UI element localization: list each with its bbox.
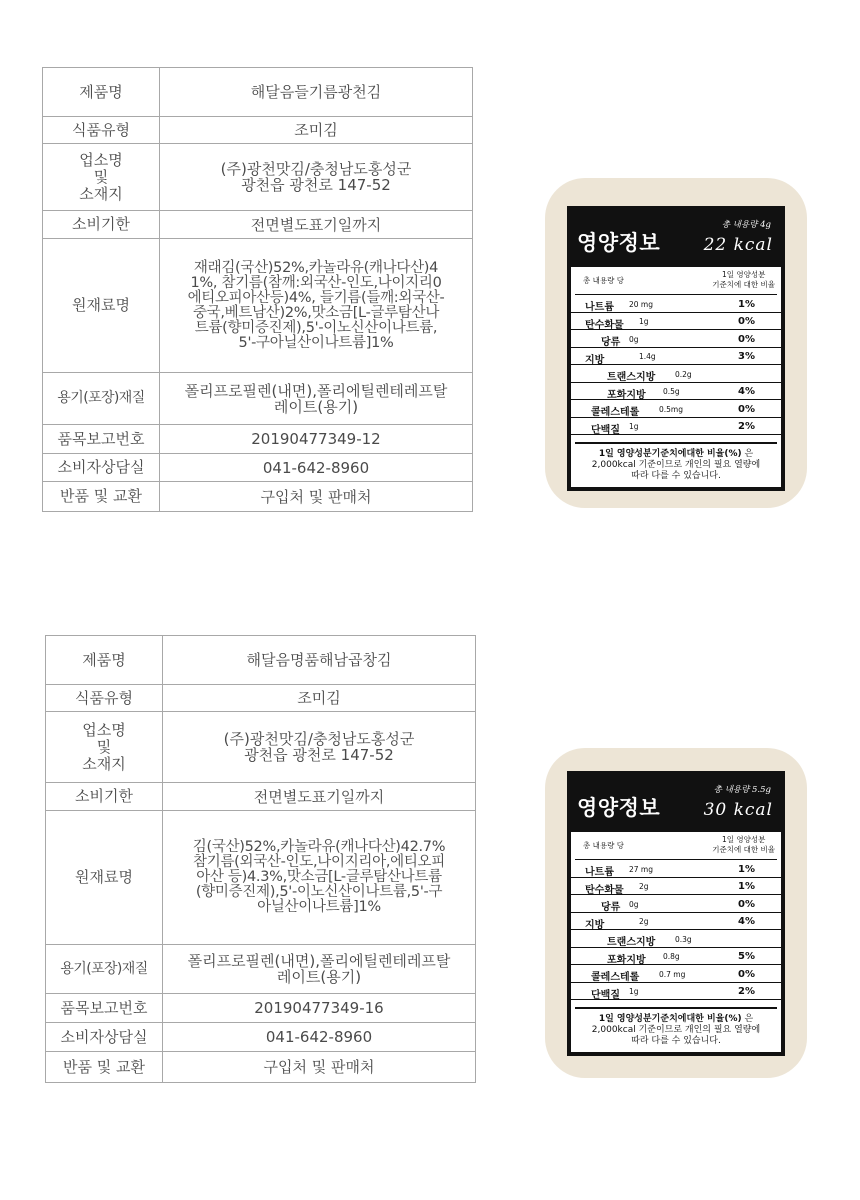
nutrition-footnote: 1일 영양성분기준치에대한 비율(%) 은 2,000kcal 기준이므로 개인의 필요 열량에 따라 다를 수 있습니다. — [575, 1007, 777, 1047]
table-row — [43, 117, 473, 144]
nutrition-row — [571, 878, 781, 896]
nutrition-row — [571, 348, 781, 366]
nutrition-frame-1 — [545, 178, 807, 508]
row-label: 용기(포장)재질 — [43, 373, 160, 425]
nutrition-row — [571, 860, 781, 878]
nutrient-name: 단백질 — [591, 424, 620, 436]
nutrient-percent: 0% — [738, 898, 755, 910]
nutrient-amount: 2g — [639, 917, 649, 926]
table-row — [46, 811, 476, 945]
total-weight: 총 내용량 4g — [721, 220, 771, 230]
table-row — [46, 783, 476, 811]
nutrient-name: 탄수화물 — [585, 319, 624, 331]
table-row — [43, 239, 473, 373]
ingredients: 재래김(국산)52%,카놀라유(캐나다산)4 1%, 참기름(참깨:외국산-인도,나이지리0 에티오피아산등)4%, 들기름(들깨:외국산- 중국,베트남산)2%,맛소금[L-글루탐산나 트륨(향미증진제),5'-이노신산이나트륨, 5'-구아닐산이나트륨]1% — [160, 239, 473, 373]
packaging-material: 폴리프로필렌(내면),폴리에틸렌테레프탈 레이트(용기) — [163, 945, 476, 994]
row-label: 반품 및 교환 — [43, 482, 160, 512]
nutrition-rows — [571, 860, 781, 1000]
table-row — [43, 454, 473, 482]
packaging-material: 폴리프로필렌(내면),폴리에틸렌테레프탈 레이트(용기) — [160, 373, 473, 425]
report-number: 20190477349-12 — [160, 425, 473, 454]
nutrition-row — [571, 895, 781, 913]
nutrient-amount: 20 mg — [629, 299, 653, 309]
nutrition-rows — [571, 295, 781, 435]
nutrient-percent: 2% — [738, 986, 755, 997]
ingredients: 김(국산)52%,카놀라유(캐나다산)42.7% 참기름(외국산-인도,나이지리아,에티오피 아산 등)4.3%,맛소금[L-글루탐산나트륨 (향미증진제),5'-이노신산이나트륨,5'-구 아닐산이나트륨]1% — [163, 811, 476, 945]
nutrition-row — [571, 330, 781, 348]
table-row — [43, 425, 473, 454]
row-label: 반품 및 교환 — [46, 1052, 163, 1083]
nutrient-name: 단백질 — [591, 989, 620, 1001]
nutrient-percent: 1% — [738, 863, 755, 875]
nutrition-header — [571, 775, 781, 832]
manufacturer-address: (주)광천맛김/충청남도홍성군 광천읍 광천로 147-52 — [163, 712, 476, 783]
row-label: 원재료명 — [43, 239, 160, 373]
nutrient-amount: 1.4g — [639, 352, 656, 361]
nutrition-row — [571, 913, 781, 931]
nutrient-amount: 0.7 mg — [659, 969, 686, 979]
nutrient-amount: 2g — [639, 882, 649, 891]
row-label: 용기(포장)재질 — [46, 945, 163, 994]
nutrient-name: 당류 — [601, 337, 621, 348]
nutrition-row — [571, 365, 781, 383]
nutrition-row — [571, 295, 781, 313]
nutrient-name: 트랜스지방 — [607, 937, 656, 948]
nutrition-row — [571, 383, 781, 401]
expiry-date: 전면별도표기일까지 — [163, 783, 476, 811]
base-left-label: 총 내용량 당 — [583, 841, 624, 850]
table-row — [46, 712, 476, 783]
nutrition-panel — [567, 206, 785, 491]
row-label: 식품유형 — [43, 117, 160, 144]
nutrient-amount: 0.2g — [675, 369, 692, 379]
return-exchange: 구입처 및 판매처 — [163, 1052, 476, 1083]
nutrition-row — [571, 400, 781, 418]
table-row — [46, 1023, 476, 1052]
nutrient-percent: 4% — [738, 386, 755, 397]
nutrient-name: 포화지방 — [607, 954, 646, 966]
nutrient-amount: 1g — [629, 422, 639, 431]
nutrient-name: 콜레스테롤 — [591, 407, 640, 418]
row-label: 제품명 — [46, 636, 163, 685]
expiry-date: 전면별도표기일까지 — [160, 211, 473, 239]
row-label: 업소명 및 소재지 — [46, 712, 163, 783]
return-exchange: 구입처 및 판매처 — [160, 482, 473, 512]
table-row — [46, 636, 476, 685]
nutrient-amount: 27 mg — [629, 864, 653, 874]
product-info-table-1 — [42, 67, 473, 512]
base-right-label: 1일 영양성분 기준치에 대한 비율 — [712, 835, 775, 854]
row-label: 품목보고번호 — [46, 994, 163, 1023]
table-row — [43, 144, 473, 211]
nutrient-name: 당류 — [601, 902, 621, 913]
row-label: 품목보고번호 — [43, 425, 160, 454]
nutrient-percent: 0% — [738, 403, 755, 415]
nutrient-name: 탄수화물 — [585, 884, 624, 896]
nutrition-row — [571, 983, 781, 1001]
nutrient-percent: 1% — [738, 881, 755, 892]
nutrient-percent: 0% — [738, 333, 755, 345]
nutrient-amount: 0.5g — [663, 387, 680, 396]
nutrition-base-row — [575, 267, 777, 295]
nutrient-amount: 0g — [629, 334, 639, 344]
food-type: 조미김 — [160, 117, 473, 144]
nutrient-percent: 3% — [738, 351, 755, 362]
nutrient-name: 포화지방 — [607, 389, 646, 401]
row-label: 제품명 — [43, 68, 160, 117]
nutrient-name: 나트륨 — [585, 867, 614, 878]
base-left-label: 총 내용량 당 — [583, 276, 624, 285]
table-row — [43, 68, 473, 117]
nutrient-amount: 0.3g — [675, 934, 692, 944]
total-weight: 총 내용량 5.5g — [713, 785, 771, 795]
consumer-phone: 041-642-8960 — [160, 454, 473, 482]
product-name: 해달음들기름광천김 — [160, 68, 473, 117]
table-row — [43, 482, 473, 512]
consumer-phone: 041-642-8960 — [163, 1023, 476, 1052]
nutrition-row — [571, 948, 781, 966]
nutrition-header — [571, 210, 781, 267]
report-number: 20190477349-16 — [163, 994, 476, 1023]
calories: 30 kcal — [703, 800, 773, 820]
nutrition-footnote: 1일 영양성분기준치에대한 비율(%) 은 2,000kcal 기준이므로 개인의 필요 열량에 따라 다를 수 있습니다. — [575, 442, 777, 482]
nutrient-percent: 5% — [738, 951, 755, 962]
nutrient-name: 콜레스테롤 — [591, 972, 640, 983]
nutrient-amount: 1g — [639, 317, 649, 326]
nutrition-row — [571, 930, 781, 948]
row-label: 업소명 및 소재지 — [43, 144, 160, 211]
row-label: 소비기한 — [43, 211, 160, 239]
nutrient-name: 지방 — [585, 919, 605, 931]
nutrition-row — [571, 965, 781, 983]
table-row — [46, 685, 476, 712]
nutrient-percent: 0% — [738, 316, 755, 327]
row-label: 원재료명 — [46, 811, 163, 945]
manufacturer-address: (주)광천맛김/충청남도홍성군 광천읍 광천로 147-52 — [160, 144, 473, 211]
nutrient-amount: 0.5mg — [659, 404, 683, 414]
table-row — [43, 373, 473, 425]
nutrition-row — [571, 313, 781, 331]
row-label: 소비기한 — [46, 783, 163, 811]
table-row — [46, 945, 476, 994]
nutrition-title: 영양정보 — [577, 231, 661, 255]
nutrition-panel — [567, 771, 785, 1056]
nutrition-row — [571, 418, 781, 436]
base-right-label: 1일 영양성분 기준치에 대한 비율 — [712, 270, 775, 289]
nutrient-percent: 0% — [738, 968, 755, 980]
nutrient-amount: 0g — [629, 899, 639, 909]
table-row — [46, 994, 476, 1023]
nutrition-frame-2 — [545, 748, 807, 1078]
nutrient-percent: 2% — [738, 421, 755, 432]
nutrient-percent: 1% — [738, 298, 755, 310]
table-row — [46, 1052, 476, 1083]
nutrition-title: 영양정보 — [577, 796, 661, 820]
nutrition-base-row — [575, 832, 777, 860]
nutrient-percent: 4% — [738, 916, 755, 927]
nutrient-name: 트랜스지방 — [607, 372, 656, 383]
food-type: 조미김 — [163, 685, 476, 712]
row-label: 소비자상담실 — [43, 454, 160, 482]
table-row — [43, 211, 473, 239]
nutrient-name: 나트륨 — [585, 302, 614, 313]
row-label: 식품유형 — [46, 685, 163, 712]
nutrient-name: 지방 — [585, 354, 605, 366]
nutrient-amount: 0.8g — [663, 952, 680, 961]
calories: 22 kcal — [703, 235, 773, 255]
nutrient-amount: 1g — [629, 987, 639, 996]
product-name: 해달음명품해남곱창김 — [163, 636, 476, 685]
product-info-table-2 — [45, 635, 476, 1083]
row-label: 소비자상담실 — [46, 1023, 163, 1052]
